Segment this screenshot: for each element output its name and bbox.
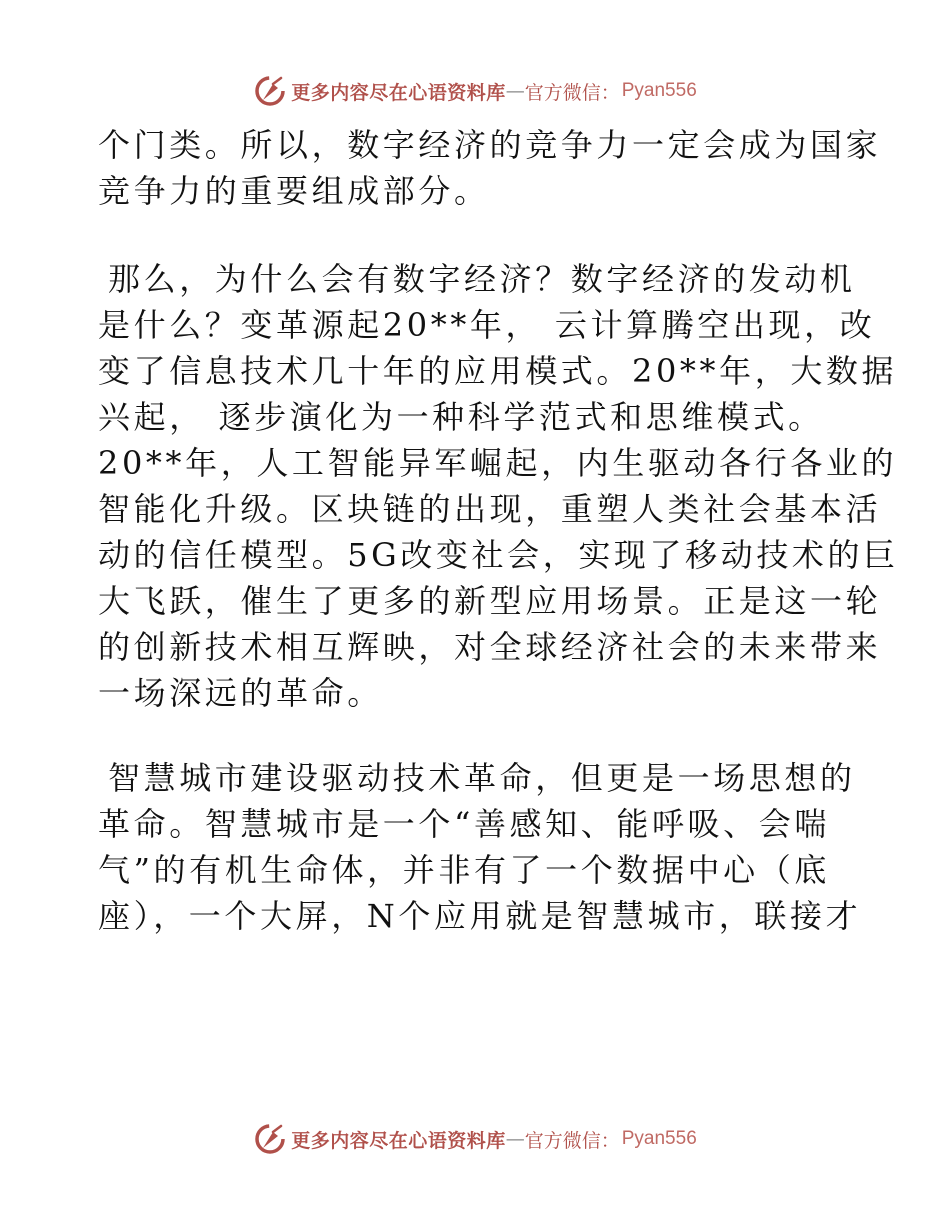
watermark-separator: — bbox=[505, 1128, 525, 1150]
document-body bbox=[98, 122, 899, 939]
header-watermark bbox=[0, 71, 950, 111]
paragraph-3 bbox=[98, 755, 862, 939]
watermark-wechat-id: Pyan556 bbox=[621, 1128, 697, 1149]
watermark-label: 官方微信： bbox=[524, 81, 620, 104]
paragraph-1 bbox=[98, 122, 882, 214]
text-line: 大飞跃，催生了更多的新型应用场景。正是这一轮 bbox=[98, 582, 882, 620]
text-line: 20**年，人工智能异军崛起，内生驱动各行各业的 bbox=[98, 444, 898, 482]
footer-watermark bbox=[0, 1119, 950, 1159]
text-line: 兴起， 逐步演化为一种科学范式和思维模式。 bbox=[98, 398, 824, 436]
watermark-separator: — bbox=[505, 80, 525, 102]
text-line: 是什么？变革源起20**年， 云计算腾空出现，改 bbox=[98, 306, 876, 344]
text-line: 动的信任模型。5G改变社会，实现了移动技术的巨 bbox=[98, 536, 899, 574]
text-line: 的创新技术相互辉映，对全球经济社会的未来带来 bbox=[98, 628, 882, 666]
watermark-text: 更多内容尽在心语资料库 bbox=[291, 1129, 506, 1152]
text-line: 革命。智慧城市是一个“善感知、能呼吸、会喘 bbox=[98, 805, 830, 843]
watermark-text: 更多内容尽在心语资料库 bbox=[291, 81, 506, 104]
paragraph-gap bbox=[98, 716, 848, 755]
text-line: 竞争力的重要组成部分。 bbox=[98, 172, 490, 210]
paragraph-gap bbox=[98, 214, 848, 256]
watermark-wechat-id: Pyan556 bbox=[621, 80, 697, 101]
watermark-label: 官方微信： bbox=[524, 1129, 620, 1152]
text-line: 智慧城市建设驱动技术革命，但更是一场思想的 bbox=[108, 759, 856, 797]
pen-nib-logo-icon bbox=[253, 74, 287, 108]
text-line: 气”的有机生命体，并非有了一个数据中心（底 bbox=[98, 851, 830, 889]
text-line: 那么，为什么会有数字经济？数字经济的发动机 bbox=[108, 260, 856, 298]
text-line: 个门类。所以，数字经济的竞争力一定会成为国家 bbox=[98, 126, 882, 164]
text-line: 一场深远的革命。 bbox=[98, 674, 383, 712]
paragraph-2 bbox=[98, 256, 899, 716]
text-line: 变了信息技术几十年的应用模式。20**年，大数据 bbox=[98, 352, 898, 390]
pen-nib-logo-icon bbox=[253, 1122, 287, 1156]
text-line: 座），一个大屏，N个应用就是智慧城市，联接才 bbox=[98, 897, 862, 935]
text-line: 智能化升级。区块链的出现，重塑人类社会基本活 bbox=[98, 490, 882, 528]
